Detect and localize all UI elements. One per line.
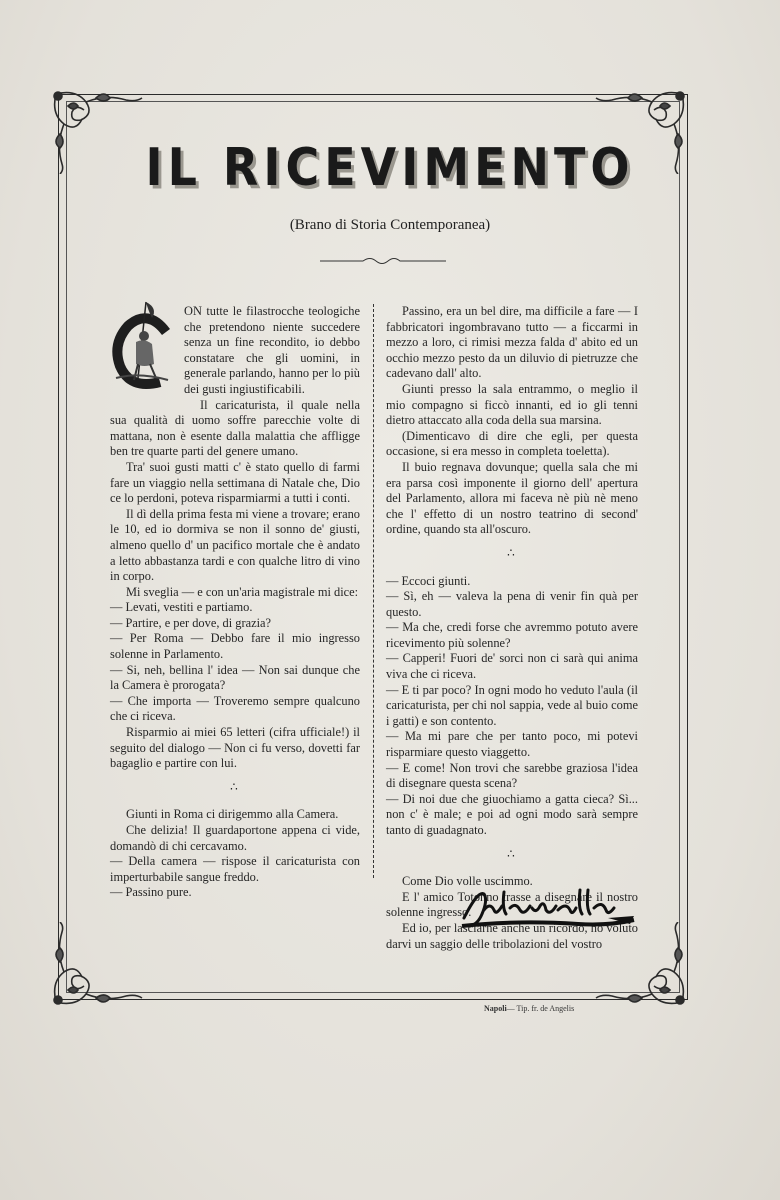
paragraph: Mi sveglia — e con un'aria magistrale mi dice:: [126, 584, 359, 599]
paragraph: Risparmio ai miei 65 letteri (cifra ufficiale!) il seguito del dialogo — Non ci fu verso, dovetti far bagaglio e partire con lui.: [110, 725, 360, 771]
dialog-line: — Ma mi pare che per tanto poco, mi potevi risparmiare questo viaggetto.: [386, 729, 638, 760]
page-title: IL RICEVIMENTO: [145, 136, 635, 198]
dialog-line: — Per Roma — Debbo fare il mio ingresso solenne in Parlamento.: [110, 631, 360, 662]
paragraph: Il buio regnava dovunque; quella sala che mi era parsa così imponente il giorno dell' apertura del Parlamento, allora mi faceva nè più nè meno che l' effetto di un nostro teatrino di second' ordine, quando sta all'oscuro.: [386, 459, 638, 537]
paragraph: Passino, era un bel dire, ma difficile a fare — I fabbricatori ingombravano tutto — a ficcarmi in mezzo a loro, ci rimisi mezza falda d' abito ed un occhio mezzo pesto da un diluvio di pietruzze che cadevano dall' alto.: [386, 304, 638, 381]
corner-ornament-bottom-left: [46, 922, 146, 1012]
left-column: [110, 304, 360, 901]
section-separator: ∴: [230, 779, 240, 794]
dialog-line: — E come! Non trovi che sarebbe graziosa l'idea di disegnare questa scena?: [386, 760, 638, 791]
title-flourish: [318, 255, 448, 267]
right-column: [386, 304, 638, 952]
dialog-line: — Ma che, credi forse che avremmo potuto avere ricevimento più solenne?: [386, 620, 638, 650]
printer-city: Napoli: [484, 1004, 507, 1013]
illustrated-initial-c: [108, 298, 178, 398]
dialog-line: — Sì, eh — valeva la pena di venir fin quà per questo.: [386, 589, 638, 619]
paragraph: Come Dio volle uscimmo.: [402, 874, 533, 889]
paragraph: Giunti in Roma ci dirigemmo alla Camera.: [126, 807, 339, 822]
paragraph: Il caricaturista, il quale nella sua qualità di uomo soffre parecchie volte di mattana, non è esente dalla malattia che affligge ben tre quarte parti del genere umano.: [110, 397, 360, 459]
dialog-line: — Passino pure.: [110, 885, 192, 900]
page-subtitle: (Brano di Storia Contemporanea): [289, 217, 491, 233]
section-separator: ∴: [507, 545, 517, 560]
dialog-line: — Si, neh, bellina l' idea — Non sai dunque che la Camera è prorogata?: [110, 662, 360, 693]
dialog-line: — Levati, vestiti e partiamo.: [110, 600, 253, 615]
column-divider: [373, 304, 374, 878]
paragraph: Ed io, per lasciarne anche un ricordo, ho voluto darvi un saggio delle tribolazioni del vostro: [386, 920, 638, 951]
dialog-line: — Eccoci giunti.: [386, 573, 471, 588]
dialog-line: — Di noi due che giuochiamo a gatta cieca? Sì... non c' è male; e poi ad ogni modo sarà sempre tanto di guadagnato.: [386, 791, 638, 837]
pulcinella-signature: [458, 880, 638, 932]
paragraph: Giunti presso la sala entrammo, o meglio il mio compagno si ficcò innanti, ed io gli tenni dietro attaccato alla coda della sua marsina.: [386, 381, 638, 428]
printer-imprint: [484, 1004, 574, 1013]
paragraph: Il dì della prima festa mi viene a trovare; erano le 10, ed io dormiva se non il sonno de' giusti, almeno quello d' un pacifico mortale che è andato a letto abbastanza tardi e con qualche litro di vino in corpo.: [110, 506, 360, 584]
paragraph-opening: ON tutte le filastrocche teologiche che pretendono niente succedere senza un fine recondito, io debbo constatare che gli uomini, in generale parlando, hanno per lo più dei gusti ingiustificabili.: [184, 304, 360, 396]
printer-detail: — Tip. fr. de Angelis: [506, 1004, 575, 1013]
dialog-line: — E ti par poco? In ogni modo ho veduto l'aula (il caricaturista, per chi nol sappia, vede al buio come i gatti) e son contento.: [386, 682, 638, 728]
dialog-line: — Capperi! Fuori de' sorci non ci sarà qui anima viva che ci riceva.: [386, 651, 638, 682]
dialog-line: — Che importa — Troveremo sempre qualcuno che ci riceva.: [110, 693, 360, 724]
paragraph: E l' amico Totonno trasse a disegnare il nostro solenne ingresso.: [386, 889, 638, 920]
dialog-line: — Partire, e per dove, di grazia?: [110, 615, 272, 630]
paragraph: (Dimenticavo di dire che egli, per questa occasione, si era messo in completa toeletta).: [386, 428, 638, 459]
paragraph: Tra' suoi gusti matti c' è stato quello di farmi fare un viaggio nella settimana di Natale che, Dio ce lo perdoni, poteva risparmiarmi a tutti i conti.: [110, 459, 360, 506]
paragraph: Che delizia! Il guardaportone appena ci vide, domandò di chi cercavamo.: [110, 823, 360, 853]
section-separator: ∴: [507, 846, 517, 861]
dialog-line: — Della camera — rispose il caricaturista con imperturbabile sangue freddo.: [110, 854, 360, 884]
